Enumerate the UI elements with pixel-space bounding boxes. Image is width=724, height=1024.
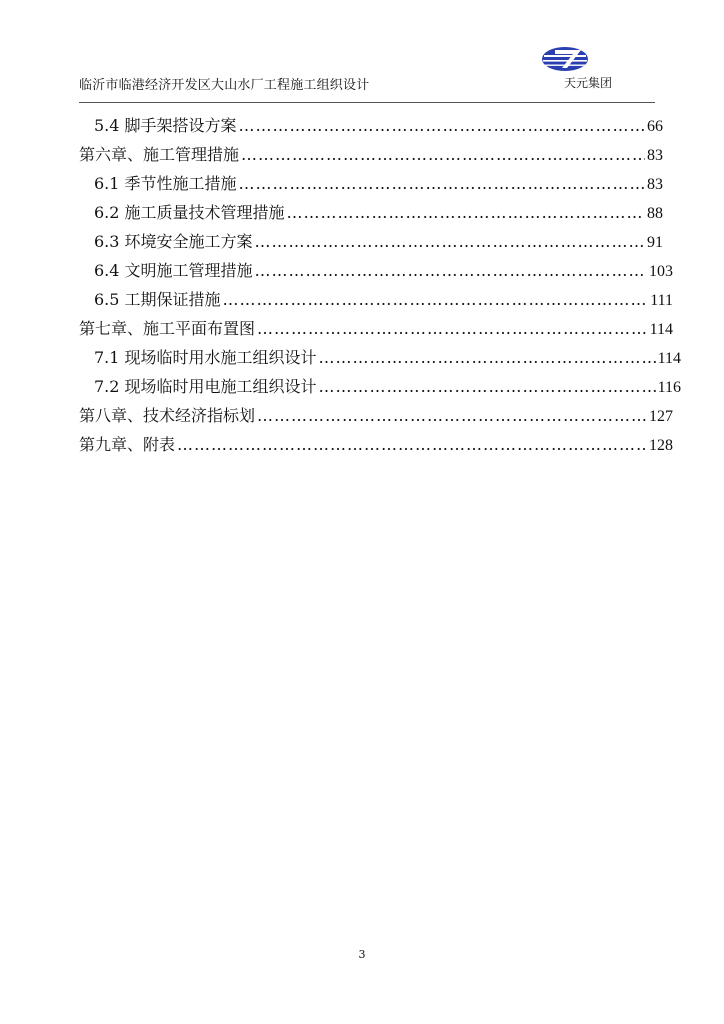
toc-entry[interactable] [94, 171, 663, 195]
toc-entry-label: 5.4 脚手架搭设方案 [94, 116, 237, 135]
toc-leader-dots [255, 232, 645, 251]
toc-entry-page: 66 [647, 118, 663, 135]
toc-leader-dots [319, 377, 656, 396]
toc-entry-page: 91 [647, 234, 663, 251]
toc-leader-dots [239, 116, 645, 135]
toc-entry-page: 103 [649, 263, 673, 280]
toc-entry-label: 6.1 季节性施工措施 [94, 174, 237, 193]
toc-leader-dots [255, 261, 647, 280]
toc-entry-label: 第六章、施工管理措施 [79, 145, 240, 164]
toc-entry-label: 6.3 环境安全施工方案 [94, 232, 253, 251]
toc-entry-page: 128 [649, 437, 673, 454]
toc-entry[interactable] [94, 345, 681, 369]
toc-entry-page: 88 [647, 205, 663, 222]
toc-entry-label: 7.2 现场临时用电施工组织设计 [94, 377, 317, 396]
toc-leader-dots [177, 435, 647, 454]
header-divider [79, 102, 655, 103]
toc-leader-dots [241, 145, 645, 164]
toc-entry[interactable] [94, 200, 663, 224]
toc-leader-dots [223, 290, 649, 309]
toc-entry[interactable] [79, 316, 673, 340]
toc-entry-page: 116 [657, 379, 681, 396]
toc-entry[interactable] [94, 258, 673, 282]
toc-entry-page: 111 [650, 292, 673, 309]
toc-entry-label: 6.4 文明施工管理措施 [94, 261, 253, 280]
toc-entry-label: 6.2 施工质量技术管理措施 [94, 203, 285, 222]
header-title: 临沂市临港经济开发区大山水厂工程施工组织设计 [79, 78, 370, 93]
toc-entry-page: 114 [649, 321, 673, 338]
toc-entry-label: 第七章、施工平面布置图 [79, 319, 256, 338]
toc-entry-label: 第八章、技术经济指标划 [79, 406, 256, 425]
toc-entry[interactable] [94, 374, 681, 398]
toc-entry[interactable] [79, 403, 673, 427]
header-company-name: 天元集团 [564, 76, 613, 90]
toc-entry[interactable] [79, 432, 673, 456]
toc-entry[interactable] [94, 287, 673, 311]
toc-entry[interactable] [94, 113, 663, 137]
toc-leader-dots [239, 174, 645, 193]
toc-entry-page: 83 [647, 147, 663, 164]
page-number: 3 [358, 948, 366, 961]
toc-leader-dots [287, 203, 645, 222]
toc-entry-label: 第九章、附表 [79, 435, 176, 454]
toc-entry-page: 114 [657, 350, 681, 367]
toc-leader-dots [257, 319, 648, 338]
toc-entry-page: 83 [647, 176, 663, 193]
company-logo-icon [541, 46, 589, 72]
toc-leader-dots [319, 348, 656, 367]
toc-entry-label: 7.1 现场临时用水施工组织设计 [94, 348, 317, 367]
toc-entry-label: 6.5 工期保证措施 [94, 290, 221, 309]
toc-entry-page: 127 [649, 408, 673, 425]
toc-leader-dots [257, 406, 647, 425]
toc-entry[interactable] [79, 142, 663, 166]
toc-entry[interactable] [94, 229, 663, 253]
